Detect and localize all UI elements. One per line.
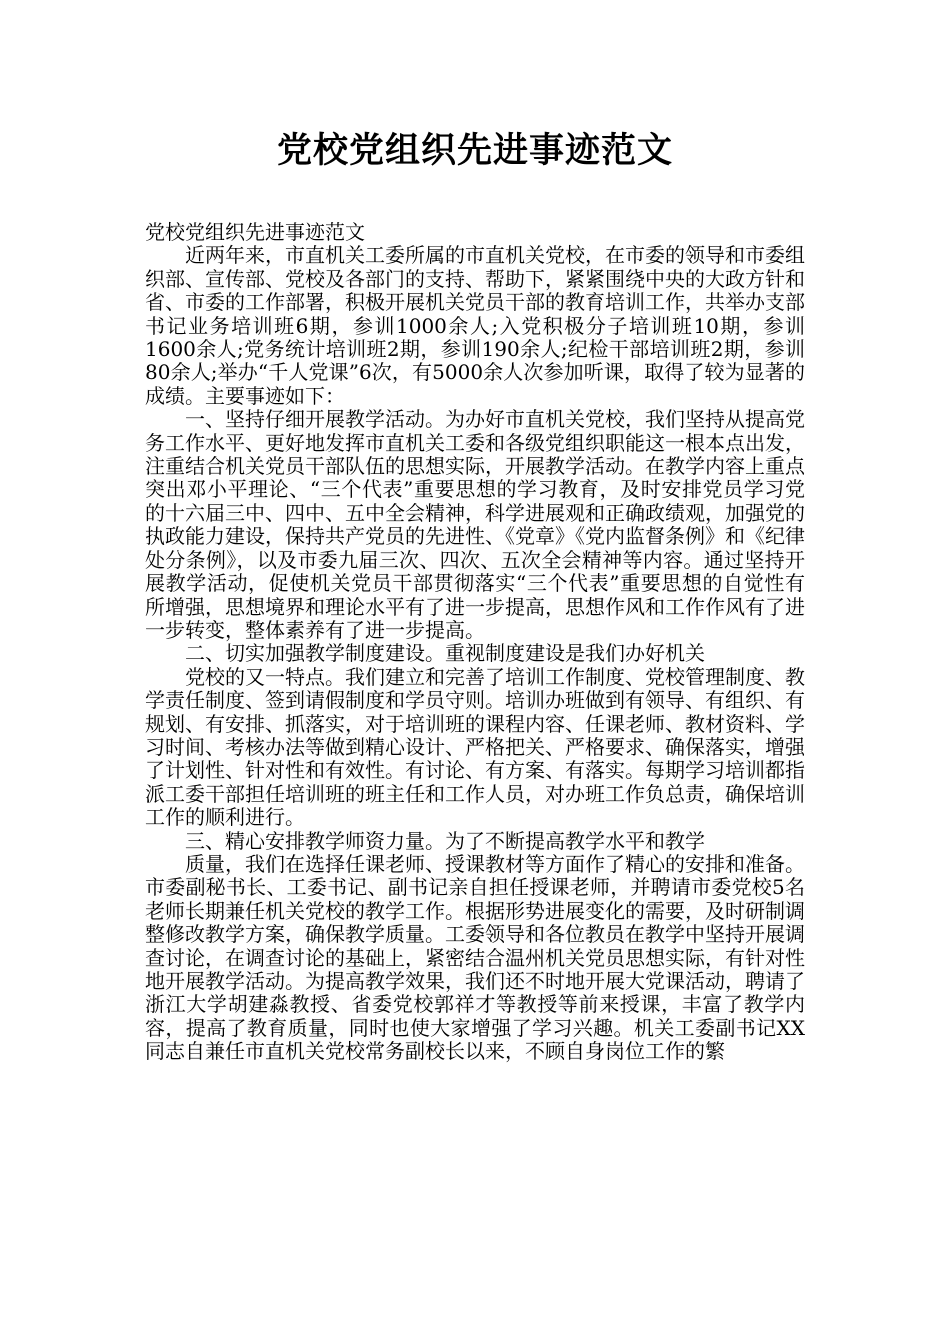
paragraph: 三、精心安排教学师资力量。为了不断提高教学水平和教学 bbox=[185, 828, 705, 853]
paragraph: 党校的又一特点。我们建立和完善了培训工作制度、党校管理制度、教学责任制度、签到请假制度和学员守则。培训办班做到有领导、有组织、有规划、有安排、抓落实，对于培训班的课程内容、任课老师、教材资料、学习时间、考核办法等做到精心设计、严格把关、严格要求、确保落实，增强了计划性、针对性和有效性。有讨论、有方案、有落实。每期学习培训都指派工委干部担任培训班的班主任和工作人员，对办班工作负总责，确保培训工作的顺利进行。 bbox=[145, 664, 805, 830]
paragraph: 一、坚持仔细开展教学活动。为办好市直机关党校，我们坚持从提高党务工作水平、更好地发挥市直机关工委和各级党组织职能这一根本点出发，注重结合机关党员干部队伍的思想实际，开展教学活动。在教学内容上重点突出邓小平理论、“三个代表”重要思想的学习教育，及时安排党员学习党的十六届三中、四中、五中全会精神，科学进展观和正确政绩观，加强党的执政能力建设，保持共产党员的先进性、《党章》《党内监督条例》和《纪律处分条例》，以及市委九届三次、四次、五次全会精神等内容。通过坚持开展教学活动，促使机关党员干部贯彻落实“三个代表”重要思想的自觉性有所增强，思想境界和理论水平有了进一步提高，思想作风和工作作风有了进一步转变，整体素养有了进一步提高。 bbox=[145, 407, 805, 642]
paragraph: 党校党组织先进事迹范文 bbox=[145, 220, 365, 244]
document-title: 党校党组织先进事迹范文 bbox=[276, 130, 673, 171]
paragraph: 近两年来，市直机关工委所属的市直机关党校，在市委的领导和市委组织部、宣传部、党校及各部门的支持、帮助下，紧紧围绕中央的大政方针和省、市委的工作部署，积极开展机关党员干部的教育培训工作，共举办支部书记业务培训班6期，参训1000余人;入党积极分子培训班10期，参训1600余人;党务统计培训班2期，参训190余人;纪检干部培训班2期，参训80余人;举办“千人党课”6次，有5000余人次参加听课，取得了较为显著的成绩。主要事迹如下： bbox=[145, 243, 805, 408]
paragraph: 二、切实加强教学制度建设。重视制度建设是我们办好机关 bbox=[185, 641, 705, 666]
paragraph: 质量，我们在选择任课老师、授课教材等方面作了精心的安排和准备。市委副秘书长、工委书记、副书记亲自担任授课老师，并聘请市委党校5名老师长期兼任机关党校的教学工作。根据形势进展变化的需要，及时研制调整修改教学方案，确保教学质量。工委领导和各位教员在教学中坚持开展调查讨论，在调查讨论的基础上，紧密结合温州机关党员思想实际，有针对性地开展教学活动。为提高教学效果，我们还不时地开展大党课活动，聘请了浙江大学胡建淼教授、省委党校郭祥才等教授等前来授课，丰富了教学内容，提高了教育质量，同时也使大家增强了学习兴趣。机关工委副书记XX同志自兼任市直机关党校常务副校长以来，不顾自身岗位工作的繁 bbox=[145, 851, 805, 1064]
document-body bbox=[145, 221, 805, 1064]
